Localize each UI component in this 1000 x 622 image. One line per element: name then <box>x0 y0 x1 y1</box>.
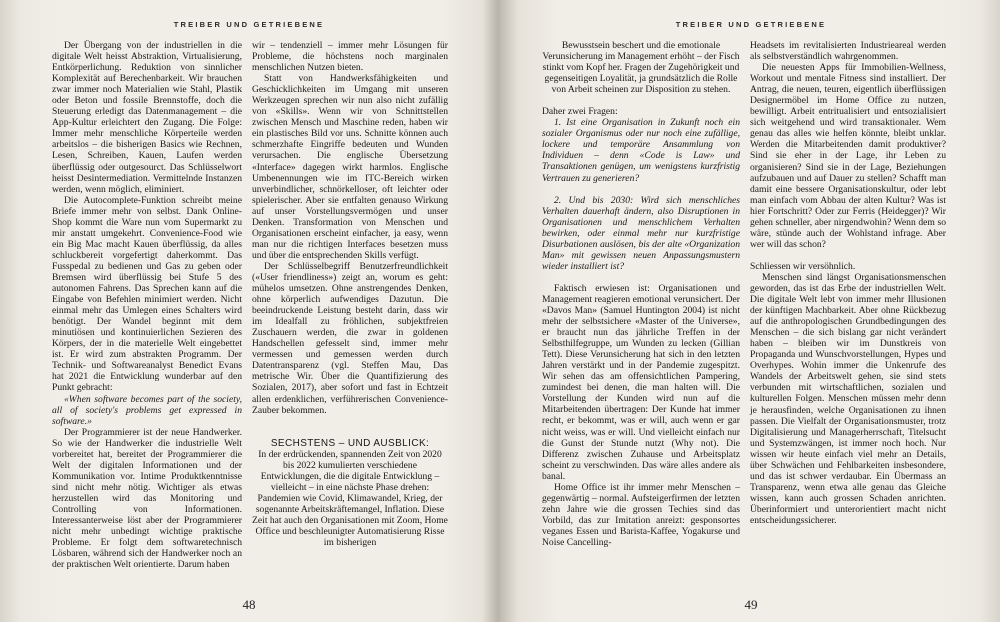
section-heading: SECHSTENS – UND AUSBLICK: <box>270 437 430 449</box>
left-column-2 <box>252 40 448 548</box>
questions-intro: Daher zwei Fragen: <box>542 106 618 118</box>
section-paragraph: In der erdrückenden, spannenden Zeit von 2020 bis 2022 kumulierten verschiedene Entwicklungen, die die digitale Entwicklung – vielleicht – in eine nächste Phase drehen: Pandemien wie Covid, Klimawandel, Krieg, der sogenannte Arbeitskräftemangel, Inflation. Diese Zeit hat auch den Organisationen mit Zoom, Home Office und beschleunigter Automatisierung Risse im bisherigen <box>252 448 448 549</box>
closing-intro: Schliessen wir versöhnlich. <box>750 260 856 272</box>
paragraph: Der Übergang von der industriellen in die digitale Welt heisst Abstraktion, Virtualisierung, Entkörperlichung. Reduktion von sinnlicher Komplexität auf Berechenbarkeit. Wir brauchen zwar immer noch Materialien wie Stahl, Plastik oder Beton und fossile Brennstoffe, doch die Steuerung erledigt das Datenmanagement – die App-Kultur erleichtert den Zugang. Die Folge: Immer mehr menschliche Körperteile werden arbeitslos – die bisherigen Basics wie Rechnen, Lesen, Schreiben, Kauen, Laufen werden überflüssig oder outgesourct. Das Schlüsselwort heisst Desintermediation. Vermittelnde Instanzen werden, wenn möglich, eliminiert. <box>52 40 242 195</box>
paragraph: Die neuesten Apps für Immobilien-Wellness, Workout und mentale Fitness sind installiert. Der Antrag, die neuen, teuren, eigentlich überflüssigen Designermöbel im Home Office zu nutzen, bewilligt. Arbeit entritualisiert und entsozialisiert sich weitgehend und wird transaktionaler. Wem genau das alles wie helfen könnte, bleibt unklar. Werden die Mitarbeitenden damit produktiver? Sind sie eher in der Lage, ihr Leben zu organisieren? Sind sie in der Lage, Beziehungen aufzubauen und auf Dauer zu stellen? Schafft man damit eine bessere Organisationskultur, oder lebt man einfach vom Abbau der alten Kultur? Was ist hier Fortschritt? Oder zur Ferris (Heidegger)? Wir gehen schneller, aber nirgendwohin? Wenn dem so wäre, stünde auch der Wohlstand infrage. Aber wer will das schon? <box>750 62 946 250</box>
paragraph: Faktisch erwiesen ist: Organisationen und Management reagieren emotional verunsichert. Der «Davos Man» (Samuel Huntington 2004) ist nicht mehr der selbstsichere «Master of the Universe», er braucht nun das jährliche Treffen in der Selbsthilfegruppe, um Wunden zu lecken (Gillian Tett). Diese Verunsicherung hat sich in den letzten Jahren verstärkt und in der Pandemie zugespitzt. Wir sehen das am offensichtlichen Pampering, zumindest bei denen, die man halten will. Die Vorstellung der Kunden wird nun auf die Mitarbeitenden übertragen: Der Kunde hat immer recht, er bekommt, was er will, auch wenn er gar nicht weiss, was er will. Und vielleicht einfach nur die Gunst der Stunde nutzt (Why not). Die Differenz zwischen Zuhause und Arbeitsplatz scheint zu verschwinden. Das wäre alles andere als banal. <box>542 282 740 482</box>
paragraph: Menschen sind längst Organisationsmenschen geworden, das ist das Erbe der industriellen Welt. Die digitale Welt lebt von immer mehr Illusionen der künftigen Machbarkeit. Aber ohne Rückbezug auf die anthropologischen Grundbedingungen des Menschen – die sich bislang gar nicht verändert haben – bleiben wir im Dunstkreis von Propaganda und Wunschvorstellungen, Hypes und Overhypes. Wohin immer die Unkenrufe des Wandels der Arbeitswelt gehen, sie sind stets verbunden mit wirtschaftlichen, sozialen und kulturellen Folgen. Menschen müssen mehr denn je herausfinden, welche Organisationen zu ihnen passen. Die Vielfalt der Organisationsmuster, trotz Digitalisierung und Managerherrschaft, Titelsucht und Systemzwängen, ist immer noch hoch. Nur wissen wir heute einfach viel mehr an Details, über Schwächen und Fehlbarkeiten insbesondere, und das ist schwer verdaubar. Ein Übermass an Transparenz, wenn etwa alle genau das Gleiche wissen, kann auch grossen Schaden anrichten. Überinformiert und unterorientiert macht nicht entscheidungssicherer. <box>750 271 946 526</box>
paragraph: wir – tendenziell – immer mehr Lösungen für Probleme, die höchstens noch marginalen menschlichen Nutzen bieten. <box>252 40 448 74</box>
right-column-1 <box>542 40 740 548</box>
paragraph: Headsets im revitalisierten Industrieareal werden als selbstverständlich wahrgenommen. <box>750 40 946 63</box>
paragraph: Home Office ist ihr immer mehr Menschen – gegenwärtig – normal. Aufsteigerfirmen der letzten zehn Jahre wie die grossen Techies sind das Vorbild, das zur Imitation anreizt: gesponsortes veganes Essen und Barista-Kaffee, Yogakurse und Noise Cancelling- <box>542 481 740 548</box>
running-head: TREIBER UND GETRIEBENE <box>675 20 827 29</box>
paragraph: Statt von Handwerksfähigkeiten und Geschicklichkeiten im Umgang mit unseren Werkzeugen sprechen wir nun also nicht zufällig von «Skills». Wenn wir von Schnittstellen zwischen Mensch und Maschine reden, haben wir ein plastisches Bild vor uns. Schnitte können auch schmerzhafte Eingriffe bedeuten und Wunden verursachen. Die englische Übersetzung «Interface» dagegen wirkt harmlos. Englische Umbenennungen wie im ITC-Bereich wirken unverbindlicher, schnörkelloser, oft leichter oder spielerischer. Aber sie entfalten genauso Wirkung auf unser Vorstellungsvermögen und unser Denken. Transformation von Menschen und Organisationen erscheint einfacher, ja easy, wenn man nur die richtigen Interfaces besetzen muss und über die entsprechenden Skills verfügt. <box>252 73 448 261</box>
right-page <box>502 0 1000 622</box>
question: 1. Ist eine Organisation in Zukunft noch ein sozialer Organismus oder nur noch eine zufällige, lockere und temporäre Ansammlung von Individuen – denn «Code is Law» und Transaktionen genügen, um wenigstens kurzfristig Vertrauen zu generieren? <box>542 117 740 184</box>
question: 2. Und bis 2030: Wird sich menschliches Verhalten dauerhaft ändern, also Disruptionen in Organisationen und menschlichem Verhalten bewirken, oder einmal mehr nur kurzfristige Disurbationen auslösen, bis der alte «Organization Man» mit gewissen neuen Anpassungsmustern wieder installiert ist? <box>542 194 740 272</box>
left-column-1 <box>52 40 242 570</box>
paragraph-centered: Bewusstsein beschert und die emotionale Verunsicherung im Management erhöht – der Fisch stinkt vom Kopf her. Fragen der Zugehörigkeit und gegenseitigen Loyalität, ja grundsätzlich die Rolle von Arbeit scheinen zur Disposition zu stehen. <box>542 40 740 96</box>
paragraph: Der Programmierer ist der neue Handwerker. So wie der Handwerker die industrielle Welt vorbereitet hat, bereitet der Programmierer die Welt der digitalen Informationen und der Kommunikation vor. Intime Produktkenntnisse sind nicht mehr nötig. Wichtiger als etwas herzustellen wird das Monitoring und Controlling von Informationen. Interessanterweise löst aber der Programmierer nicht mehr unbedingt wichtige praktische Probleme. Er folgt dem softwaretechnisch Lösbaren, während sich der Handwerker noch an der praktischen Welt orientierte. Darum haben <box>52 426 242 571</box>
paragraph: Der Schlüsselbegriff Benutzerfreundlichkeit («User friendliness») zeigt an, worum es geht: mühelos umsetzen. Ohne anstrengendes Denken, ohne körperlich aufwendiges Dazutun. Die beeindruckende Leistung besteht darin, dass wir im Idealfall zu fröhlichen, subjektfreien Zuschauern werden, die zwar in goldenen Handschellen gefesselt sind, immer mehr vermessen und gemessen werden durch Datentransparenz (vgl. Steffen Mau, Das metrische Wir. Über die Quantifizierung des Sozialen, 2017), aber sofort und fast in Echtzeit allen erdenklichen, verführerischen Convenience-Zauber bekommen. <box>252 260 448 416</box>
page-number: 48 <box>242 597 256 612</box>
quote: «When software becomes part of the society, all of society's problems get expressed in software.» <box>52 393 242 427</box>
page-number: 49 <box>744 597 758 612</box>
left-page <box>0 0 498 622</box>
paragraph: Die Autocomplete-Funktion schreibt meine Briefe immer mehr von selbst. Dank Online-Shop kommt die Ware nun vom Supermarkt zu mir anstatt umgekehrt. Convenience-Food wie ein Big Mac macht Kauen überflüssig, da alles schluckbereit vorgefertigt daherkommt. Das Fusspedal zu bedienen und Gas zu geben oder Bremsen wird überflüssig bei Stufe 5 des autonomen Fahrens. Das Sprechen kann auf die Eingabe von Befehlen minimiert werden. Nicht einmal mehr das Umlegen eines Schalters wird benötigt. Der Wandel beginnt mit dem minutiösen und kontinuierlichen Sezieren des Körpers, der in die materielle Welt eingebettet ist. Er wird zum abstrakten Programm. Der Technik- und Softwareanalyst Benedict Evans hat 2021 die Entwicklung wunderbar auf den Punkt gebracht: <box>52 194 242 394</box>
running-head: TREIBER UND GETRIEBENE <box>173 20 325 29</box>
right-column-2 <box>750 40 946 526</box>
